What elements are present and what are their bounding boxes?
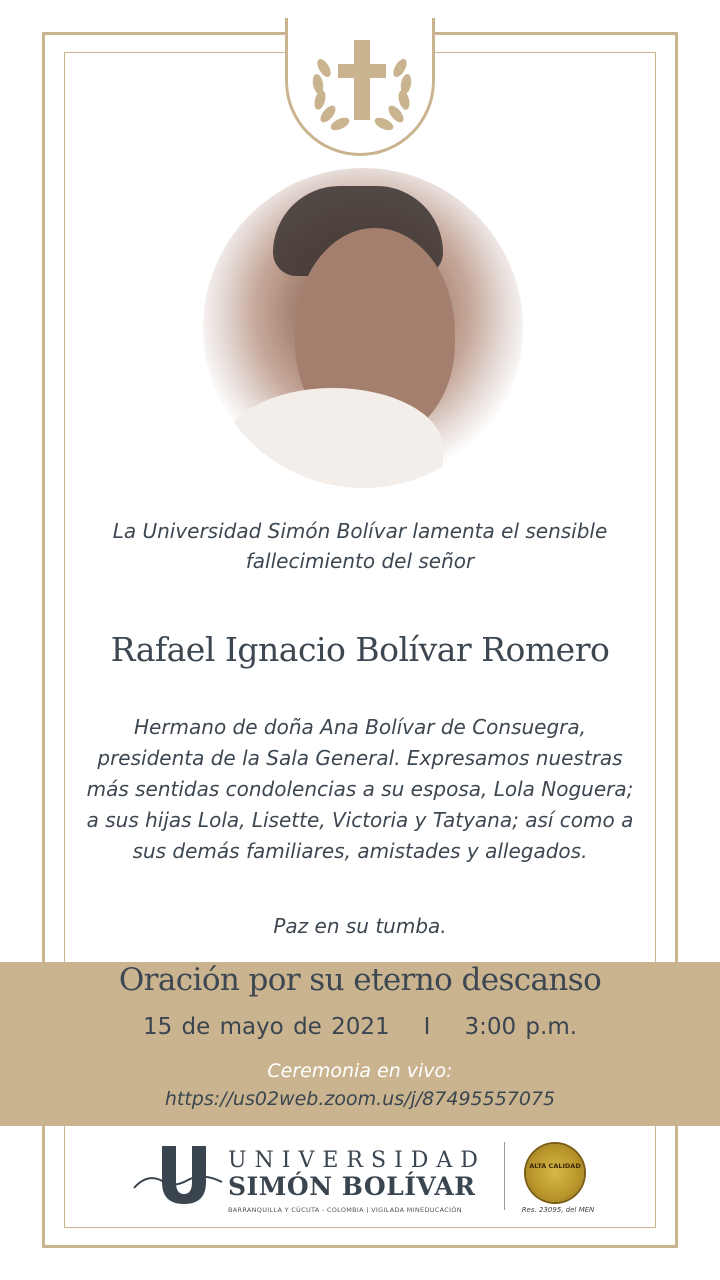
resolution-text: Res. 23095, del MEN <box>521 1206 595 1214</box>
prayer-title: Oración por su eterno descanso <box>118 962 602 998</box>
prayer-date: 15 de mayo de 2021 <box>142 1014 390 1040</box>
university-monogram-icon <box>132 1142 224 1204</box>
cross-laurel-icon <box>285 18 435 156</box>
intro-text: La Universidad Simón Bolívar lamenta el sensible fallecimiento del señor <box>112 519 608 573</box>
prayer-datetime <box>0 1014 720 1040</box>
logo-line-3: BARRANQUILLA Y CÚCUTA - COLOMBIA | VIGILADA MINEDUCACIÓN <box>228 1206 462 1214</box>
ceremony-link[interactable]: https://us02web.zoom.us/j/87495557075 <box>164 1088 556 1110</box>
closing-text: Paz en su tumba. <box>273 914 447 938</box>
logo-line-2: SIMÓN BOLÍVAR <box>228 1172 476 1201</box>
logo-line-1: UNIVERSIDAD <box>228 1148 486 1173</box>
seal-text: ALTA CALIDAD <box>529 1162 581 1170</box>
deceased-name: Rafael Ignacio Bolívar Romero <box>110 630 610 669</box>
university-logo <box>132 1140 602 1220</box>
ceremony-label: Ceremonia en vivo: <box>267 1060 453 1082</box>
logo-divider <box>504 1142 505 1210</box>
datetime-separator: I <box>423 1014 431 1040</box>
accreditation-seal-icon <box>526 1144 584 1202</box>
prayer-time: 3:00 p.m. <box>464 1014 578 1040</box>
condolence-text: Hermano de doña Ana Bolívar de Consuegra, presidenta de la Sala General. Expresamos nuestras más sentidas condolencias a su esposa, Lola Noguera; a sus hijas Lola, Lisette, Victoria y Tatyana; así como a sus demás familiares, amistades y allegados. <box>86 715 634 863</box>
portrait-photo <box>203 168 523 488</box>
